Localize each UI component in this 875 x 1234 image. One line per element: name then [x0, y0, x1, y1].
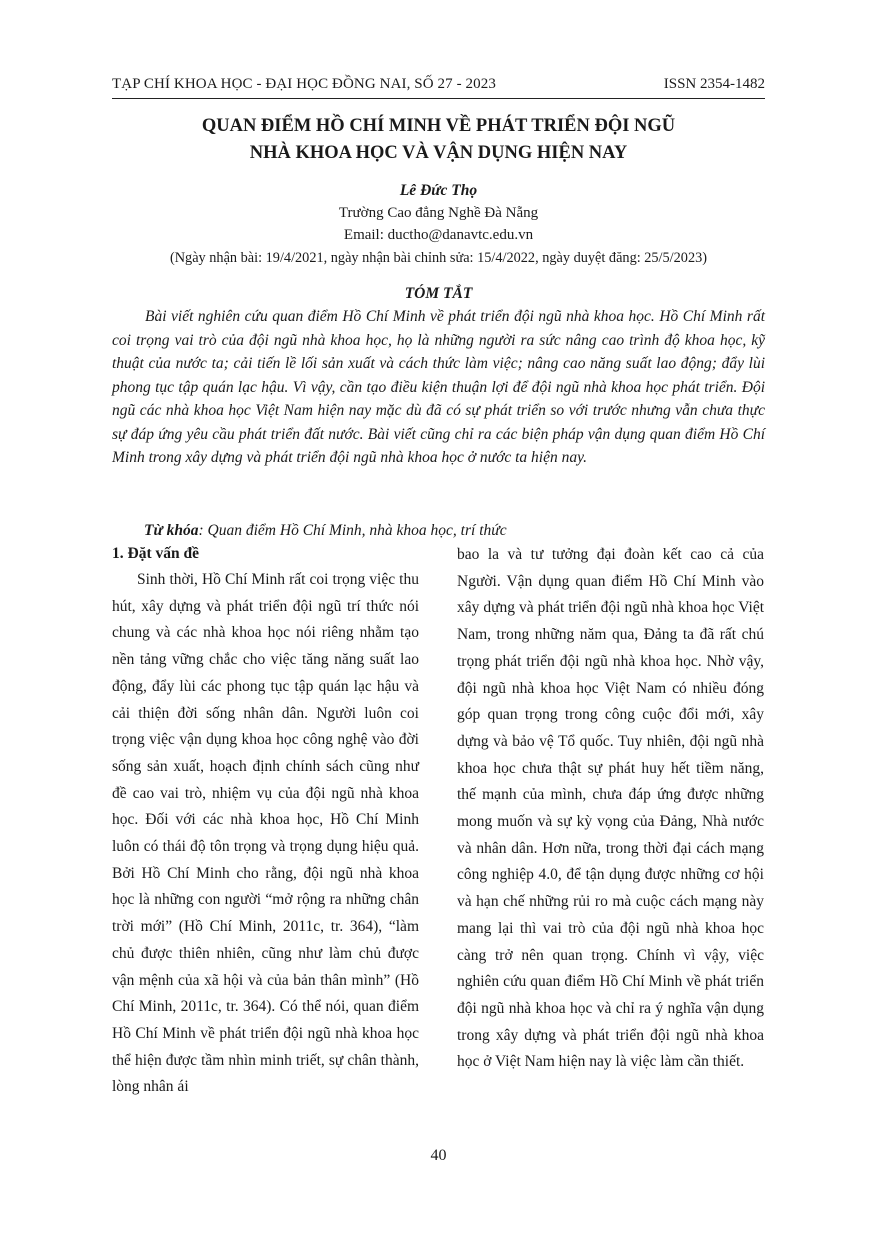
running-header — [112, 76, 765, 99]
author-email: Email: ductho@danavtc.edu.vn — [343, 227, 534, 243]
body-column-right — [457, 542, 764, 1076]
author-affiliation: Trường Cao đẳng Nghề Đà Nẵng — [338, 205, 539, 221]
keywords — [144, 520, 765, 542]
title-line-2: NHÀ KHOA HỌC VÀ VẬN DỤNG HIỆN NAY — [249, 143, 628, 163]
abstract-text: Bài viết nghiên cứu quan điểm Hồ Chí Minh về phát triển đội ngũ nhà khoa học. Hồ Chí Minh rất coi trọng vai trò của đội ngũ nhà khoa học, họ là những người ra sức nâng cao trình độ khoa học, kỹ thuật của nước ta; cải tiến lề lối sản xuất và cách thức làm việc; nâng cao năng suất lao động; đẩy lùi phong tục tập quán lạc hậu. Vì vậy, cần tạo điều kiện thuận lợi để đội ngũ nhà khoa học phát triển. Đội ngũ các nhà khoa học Việt Nam hiện nay mặc dù đã có sự phát triển so với trước nhưng vẫn chưa thực sự đáp ứng yêu cầu phát triển đất nước. Bài viết cũng chỉ ra các biện pháp vận dụng quan điểm Hồ Chí Minh trong xây dựng và phát triển đội ngũ nhà khoa học ở nước ta hiện nay. — [112, 308, 765, 466]
body-paragraph-left: Sinh thời, Hồ Chí Minh rất coi trọng việc thu hút, xây dựng và phát triển đội ngũ trí thức nói chung và các nhà khoa học nói riêng nhằm tạo nền tảng vững chắc cho việc tăng năng suất lao động, đẩy lùi các phong tục tập quán lạc hậu và cải thiện đời sống nhân dân. Người luôn coi trọng việc vận dụng khoa học công nghệ vào đời sống sản xuất, hoạch định chính sách cũng như đề cao vai trò, nhiệm vụ của đội ngũ nhà khoa học. Đối với các nhà khoa học, Hồ Chí Minh luôn có thái độ tôn trọng và trọng dụng hiệu quả. Bởi Hồ Chí Minh cho rằng, đội ngũ nhà khoa học là những con người “mở rộng ra những chân trời mới” (Hồ Chí Minh, 2011c, tr. 364), “làm chủ được thiên nhiên, cũng như làm chủ được vận mệnh của xã hội và của bản thân mình” (Hồ Chí Minh, 2011c, tr. 364). Có thể nói, quan điểm Hồ Chí Minh về phát triển đội ngũ nhà khoa học thể hiện được tầm nhìn minh triết, sự chân thành, lòng nhân ái — [112, 571, 419, 1096]
submission-dates: (Ngày nhận bài: 19/4/2021, ngày nhận bài chỉnh sửa: 15/4/2022, ngày duyệt đăng: 25/5/2023) — [169, 250, 708, 266]
body-paragraph-right: bao la và tư tưởng đại đoàn kết cao cả của Người. Vận dụng quan điểm Hồ Chí Minh vào xây dựng và phát triển đội ngũ nhà khoa học Việt Nam, trong những năm qua, Đảng ta đã rất chú trọng phát triển đội ngũ nhà khoa học. Nhờ vậy, đội ngũ nhà khoa học Việt Nam có nhiều đóng góp quan trọng trong công cuộc đổi mới, xây dựng và bảo vệ Tổ quốc. Tuy nhiên, đội ngũ nhà khoa học chưa thật sự phát huy hết tiềm năng, thế mạnh của mình, chưa đáp ứng được những mong muốn và sự kỳ vọng của Đảng, Nhà nước và nhân dân. Hơn nữa, trong thời đại cách mạng công nghiệp 4.0, để tận dụng được những cơ hội và hạn chế những rủi ro mà cuộc cách mạng này mang lại thì vai trò của đội ngũ nhà khoa học càng trở nên quan trọng. Chính vì vậy, việc nghiên cứu quan điểm Hồ Chí Minh về phát triển đội ngũ nhà khoa học và chỉ ra ý nghĩa vận dụng trong xây dựng và phát triển đội ngũ nhà khoa học ở Việt Nam hiện nay là việc làm cần thiết. — [457, 546, 764, 1071]
journal-name: TẠP CHÍ KHOA HỌC - ĐẠI HỌC ĐỒNG NAI, SỐ 27 - 2023 — [112, 76, 496, 92]
author-name: Lê Đức Thọ — [399, 182, 478, 199]
keywords-label: Từ khóa — [144, 522, 199, 539]
abstract-body — [112, 305, 765, 470]
article-title — [112, 113, 765, 167]
keywords-separator: : — [198, 522, 208, 539]
section-heading: 1. Đặt vấn đề — [112, 545, 199, 562]
keywords-text: Quan điểm Hồ Chí Minh, nhà khoa học, trí thức — [207, 522, 507, 539]
body-column-left — [112, 541, 419, 1101]
abstract-heading: TÓM TẮT — [404, 285, 473, 302]
title-line-1: QUAN ĐIỂM HỒ CHÍ MINH VỀ PHÁT TRIỂN ĐỘI NGŨ — [201, 116, 676, 136]
issn: ISSN 2354-1482 — [663, 76, 765, 92]
page-number: 40 — [430, 1147, 447, 1164]
